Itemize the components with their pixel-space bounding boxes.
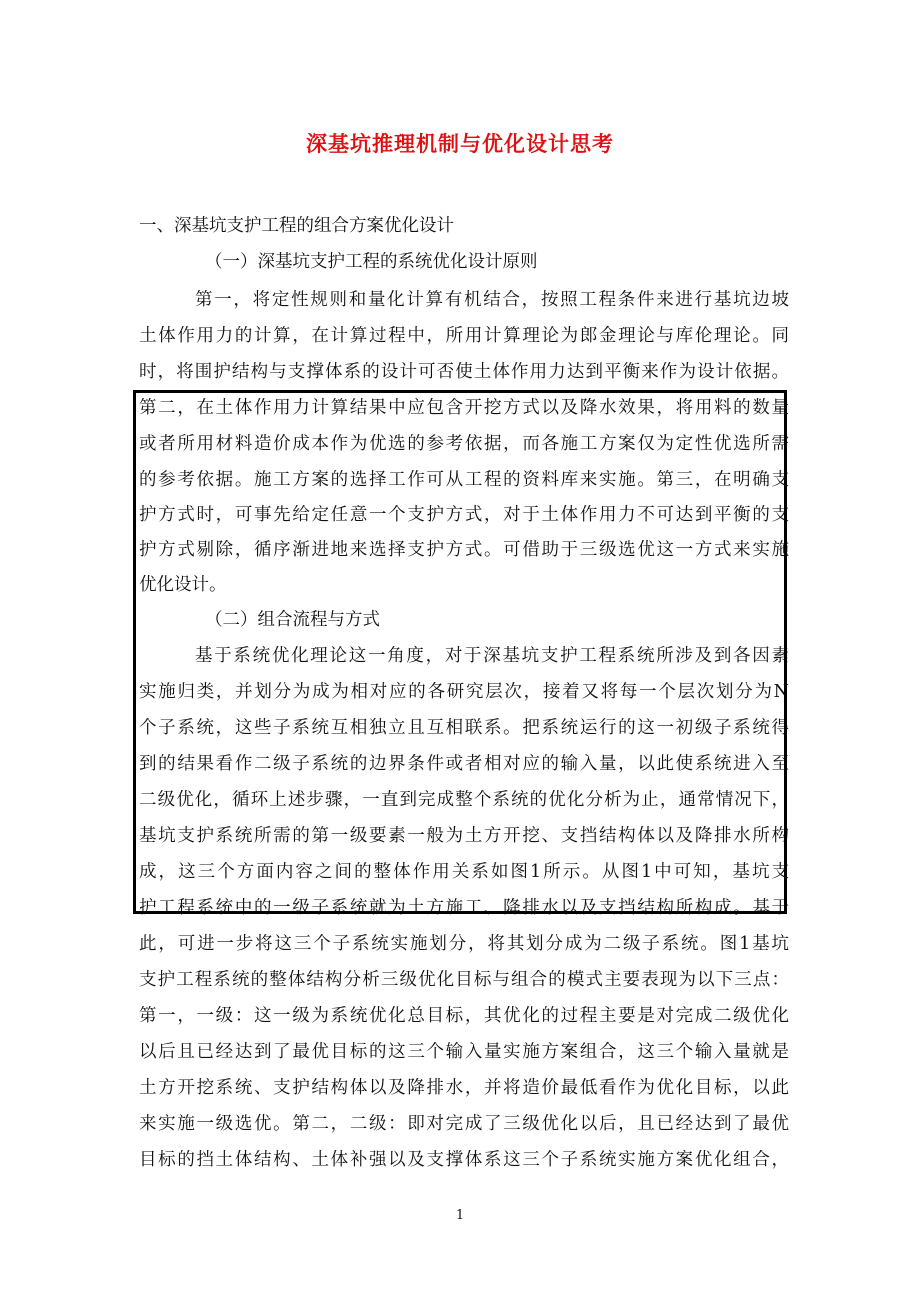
subsection-heading: （一）深基坑支护工程的系统优化设计原则 — [205, 252, 538, 272]
paragraph-line: 个子系统，这些子系统互相独立且互相联系。把系统运行的这一初级子系统得 — [139, 718, 789, 738]
paragraph-line: 土体作用力的计算，在计算过程中，所用计算理论为郎金理论与库伦理论。同 — [139, 326, 789, 346]
paragraph-line: 支护工程系统的整体结构分析三级优化目标与组合的模式主要表现为以下三点： — [139, 970, 789, 990]
paragraph-line: 优化设计。 — [139, 575, 227, 595]
paragraph-line: 以后且已经达到了最优目标的这三个输入量实施方案组合，这三个输入量就是 — [139, 1042, 789, 1062]
paragraph-line: 到的结果看作二级子系统的边界条件或者相对应的输入量，以此使系统进入至 — [139, 754, 789, 774]
paragraph-line: 成，这三个方面内容之间的整体作用关系如图1所示。从图1中可知，基坑支 — [139, 862, 789, 882]
page-number: 1 — [455, 1208, 465, 1223]
paragraph-line: 护方式时，可事先给定任意一个支护方式，对于土体作用力不可达到平衡的支 — [139, 505, 789, 525]
paragraph-line: 基于系统优化理论这一角度，对于深基坑支护工程系统所涉及到各因素 — [195, 646, 789, 666]
paragraph-line: 来实施一级选优。第二，二级：即对完成了三级优化以后，且已经达到了最优 — [139, 1114, 789, 1134]
paragraph-line: 或者所用材料造价成本作为优选的参考依据，而各施工方案仅为定性优选所需 — [139, 434, 789, 454]
document-title: 深基坑推理机制与优化设计思考 — [306, 131, 614, 156]
paragraph-line: 第一，将定性规则和量化计算有机结合，按照工程条件来进行基坑边坡 — [195, 290, 789, 310]
section-heading: 一、深基坑支护工程的组合方案优化设计 — [139, 216, 454, 236]
paragraph-line: 基坑支护系统所需的第一级要素一般为土方开挖、支挡结构体以及降排水所构 — [139, 826, 789, 846]
paragraph-line: 实施归类，并划分为成为相对应的各研究层次，接着又将每一个层次划分为N — [139, 682, 789, 702]
paragraph-line: 的参考依据。施工方案的选择工作可从工程的资料库来实施。第三，在明确支 — [139, 470, 789, 490]
paragraph-line: 此，可进一步将这三个子系统实施划分，将其划分成为二级子系统。图1基坑 — [139, 934, 789, 954]
paragraph-line: 第二，在土体作用力计算结果中应包含开挖方式以及降水效果，将用料的数量 — [139, 398, 789, 418]
paragraph-line: 时，将围护结构与支撑体系的设计可否使土体作用力达到平衡来作为设计依据。 — [139, 362, 789, 382]
paragraph-line: 护方式剔除，循序渐进地来选择支护方式。可借助于三级选优这一方式来实施 — [139, 540, 789, 560]
subsection-heading: （二）组合流程与方式 — [205, 610, 380, 630]
paragraph-line: 第一，一级：这一级为系统优化总目标，其优化的过程主要是对完成二级优化 — [139, 1006, 789, 1026]
paragraph-line: 二级优化，循环上述步骤，一直到完成整个系统的优化分析为止，通常情况下， — [139, 790, 789, 810]
paragraph-line: 土方开挖系统、支护结构体以及降排水，并将造价最低看作为优化目标，以此 — [139, 1078, 789, 1098]
paragraph-line: 目标的挡土体结构、土体补强以及支撑体系这三个子系统实施方案优化组合， — [139, 1150, 789, 1170]
paragraph-line: 护工程系统中的一级子系统就为土方施工、降排水以及支挡结构所构成。基于 — [139, 898, 789, 918]
